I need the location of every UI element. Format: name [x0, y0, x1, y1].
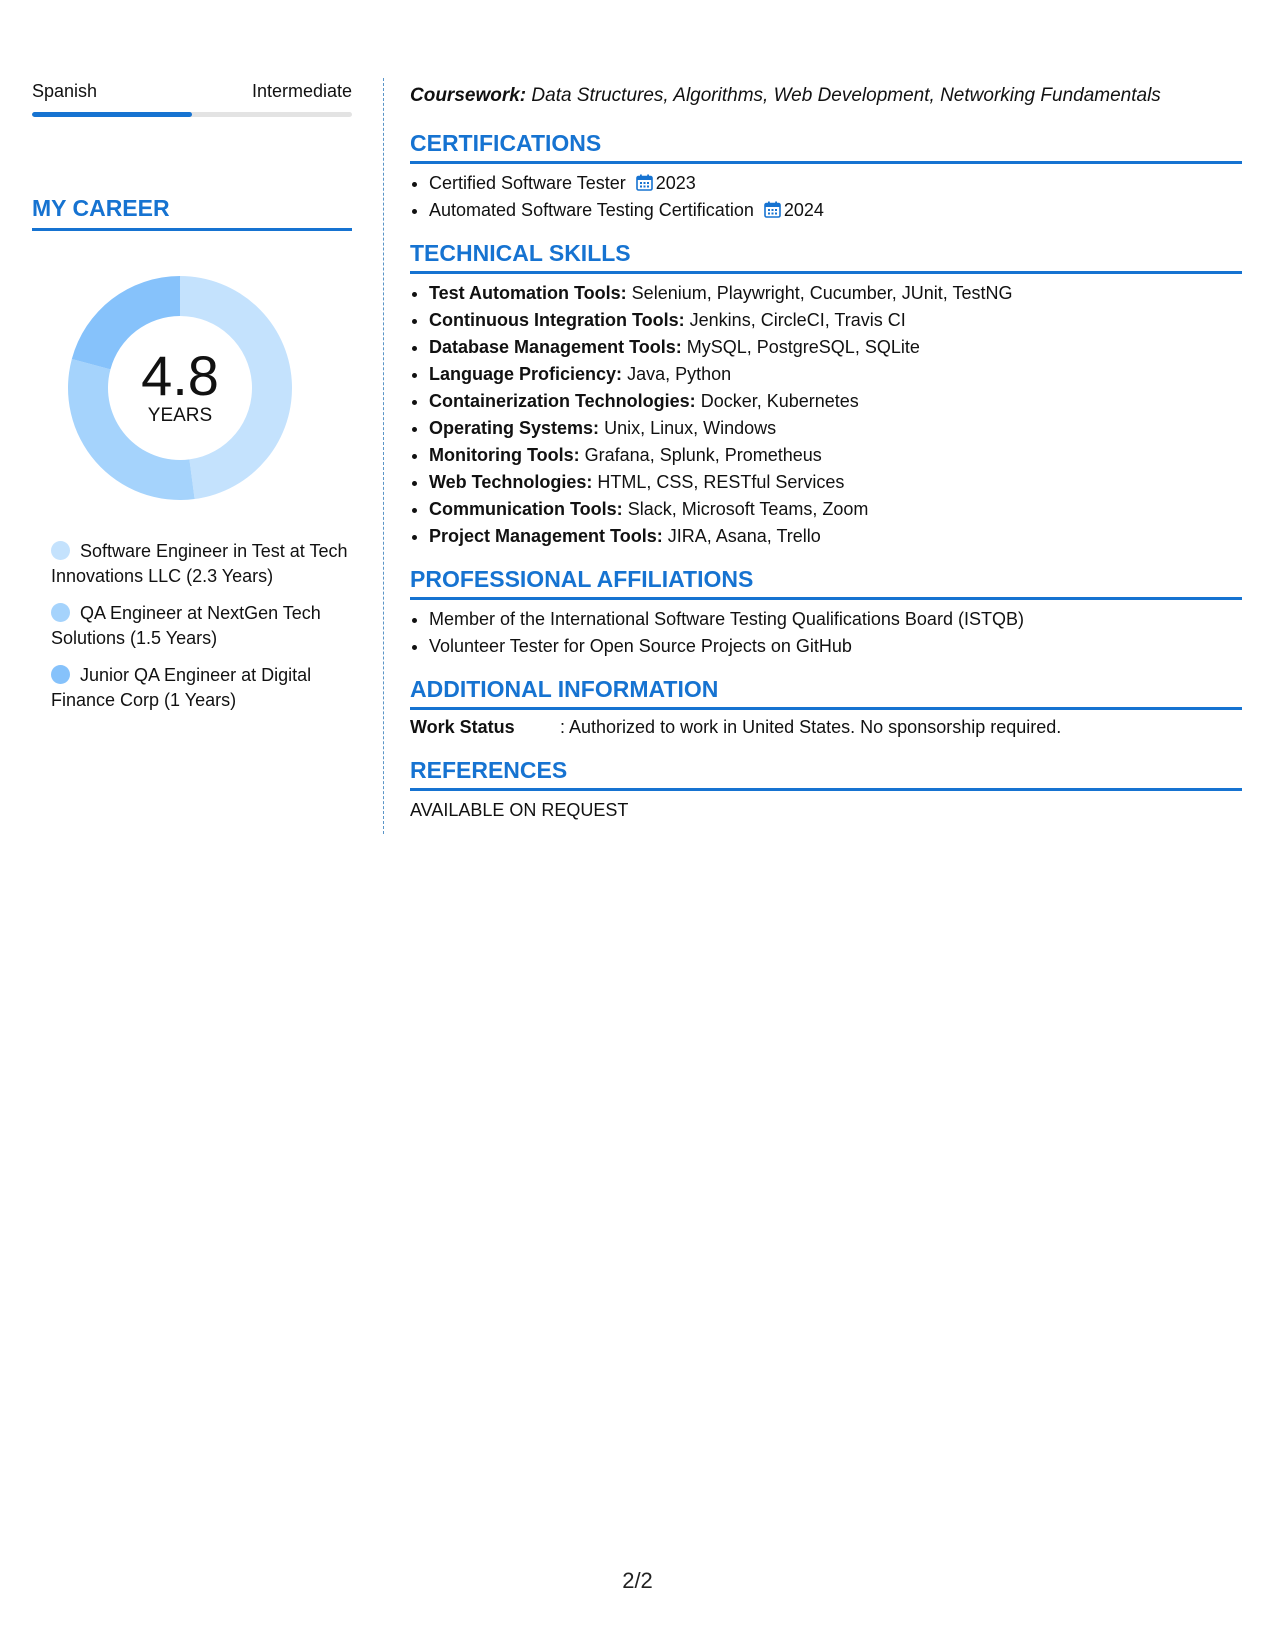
certification-name: Automated Software Testing Certification: [429, 200, 754, 220]
skill-value: Java, Python: [627, 364, 732, 384]
column-divider: [383, 78, 384, 834]
certifications-list: [410, 170, 1242, 224]
legend-item: [51, 539, 352, 589]
calendar-icon: [764, 201, 781, 218]
list-item: [429, 280, 1242, 307]
list-item: [429, 197, 1242, 224]
page-number: 2/2: [622, 1568, 653, 1593]
list-item: • Member of the International Software Testing Qualifications Board (ISTQB): [429, 606, 1242, 633]
skill-value: Jenkins, CircleCI, Travis CI: [689, 310, 906, 330]
skill-value: Grafana, Splunk, Prometheus: [584, 445, 822, 465]
language-level: Intermediate: [251, 81, 352, 101]
skill-label: Project Management Tools:: [429, 526, 663, 546]
legend-dot-3: [51, 665, 70, 684]
skill-label: Continuous Integration Tools:: [429, 310, 685, 330]
list-item: [429, 442, 1242, 469]
skill-label: Containerization Technologies:: [429, 391, 696, 411]
coursework-label: Coursework:: [410, 85, 527, 106]
list-item: [429, 496, 1242, 523]
certifications-heading: CERTIFICATIONS: [410, 130, 1242, 164]
skill-label: Operating Systems:: [429, 418, 600, 438]
list-item: [429, 334, 1242, 361]
list-item: [429, 469, 1242, 496]
list-item: • Volunteer Tester for Open Source Projects on GitHub: [429, 633, 1242, 660]
skill-label: Monitoring Tools:: [429, 445, 580, 465]
work-status-row: [410, 714, 1242, 741]
list-item: [429, 415, 1242, 442]
language-progress-fill: [32, 112, 192, 117]
coursework: [410, 84, 1242, 108]
certification-year: 2023: [655, 173, 696, 193]
career-heading: MY CAREER: [32, 195, 352, 231]
skills-heading: TECHNICAL SKILLS: [410, 240, 1242, 274]
skill-label: Database Management Tools:: [429, 337, 682, 357]
list-item: [429, 170, 1242, 197]
list-item: [429, 307, 1242, 334]
coursework-text: Data Structures, Algorithms, Web Development, Networking Fundamentals: [531, 85, 1161, 106]
references-heading: REFERENCES: [410, 757, 1242, 791]
skill-value: Docker, Kubernetes: [700, 391, 859, 411]
certification-year: 2024: [783, 200, 824, 220]
language-name: Spanish: [32, 81, 98, 101]
additional-info-heading: ADDITIONAL INFORMATION: [410, 676, 1242, 710]
skill-label: Test Automation Tools:: [429, 283, 627, 303]
list-item: [429, 361, 1242, 388]
skill-label: Communication Tools:: [429, 499, 623, 519]
legend-item: [51, 663, 352, 713]
certification-name: Certified Software Tester: [429, 173, 626, 193]
language-row: [32, 80, 352, 102]
list-item: [429, 523, 1242, 550]
sidebar: [32, 80, 352, 725]
legend-dot-2: [51, 603, 70, 622]
references-text: AVAILABLE ON REQUEST: [410, 800, 629, 820]
skill-value: Unix, Linux, Windows: [604, 418, 777, 438]
affiliations-heading: PROFESSIONAL AFFILIATIONS: [410, 566, 1242, 600]
legend-item: [51, 601, 352, 651]
language-progress-track: [32, 112, 352, 117]
skill-value: HTML, CSS, RESTful Services: [597, 472, 845, 492]
affiliations-list: [410, 606, 1242, 660]
skill-label: Web Technologies:: [429, 472, 593, 492]
skill-value: Slack, Microsoft Teams, Zoom: [627, 499, 869, 519]
skill-value: Selenium, Playwright, Cucumber, JUnit, TestNG: [631, 283, 1013, 303]
skills-list: [410, 280, 1242, 550]
career-donut: [67, 275, 293, 501]
career-legend: [32, 539, 352, 713]
legend-label: Software Engineer in Test at Tech Innovations LLC (2.3 Years): [51, 541, 348, 586]
calendar-icon: [636, 174, 653, 191]
work-status-label: Work Status: [410, 717, 515, 737]
career-total-unit: YEARS: [147, 405, 213, 426]
legend-dot-1: [51, 541, 70, 560]
legend-label: Junior QA Engineer at Digital Finance Corp (1 Years): [51, 665, 312, 710]
donut-center: [67, 344, 293, 427]
legend-label: QA Engineer at NextGen Tech Solutions (1.5 Years): [51, 603, 321, 648]
skill-value: MySQL, PostgreSQL, SQLite: [686, 337, 920, 357]
career-total-years: 4.8: [141, 344, 219, 407]
list-item: [429, 388, 1242, 415]
work-status-value: : Authorized to work in United States. No sponsorship required.: [560, 717, 1062, 737]
skill-value: JIRA, Asana, Trello: [667, 526, 821, 546]
skill-label: Language Proficiency:: [429, 364, 623, 384]
main-column: [410, 84, 1242, 824]
